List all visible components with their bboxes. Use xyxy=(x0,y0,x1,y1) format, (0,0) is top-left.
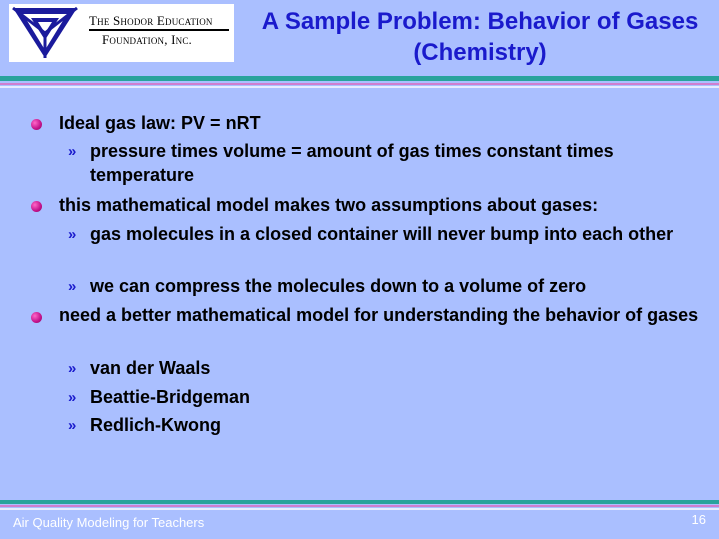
sub-bullet-marker: » xyxy=(68,226,77,243)
top-divider-teal xyxy=(0,76,719,81)
sub-bullet-item: pressure times volume = amount of gas times constant times temperature xyxy=(90,141,614,185)
shodor-logo xyxy=(9,4,234,62)
bottom-divider-teal xyxy=(0,500,719,504)
shodor-triangle-icon xyxy=(11,6,79,60)
bottom-divider-pink xyxy=(0,505,719,507)
page-number: 16 xyxy=(691,512,706,527)
logo-line-1: The Shodor Education xyxy=(89,13,213,28)
sub-bullet-marker: » xyxy=(68,389,77,406)
sub-bullet-item: Redlich-Kwong xyxy=(90,415,221,435)
slide-title: A Sample Problem: Behavior of Gases (Chemistry) xyxy=(261,8,699,66)
sub-bullet-marker: » xyxy=(68,360,77,377)
bottom-divider-light xyxy=(0,508,719,510)
logo-line-2: Foundation, Inc. xyxy=(102,32,193,47)
footer-course-title: Air Quality Modeling for Teachers xyxy=(13,515,205,530)
sub-bullet-item: van der Waals xyxy=(90,358,211,378)
top-divider-pink xyxy=(0,83,719,85)
sub-bullet-item: we can compress the molecules down to a volume of zero xyxy=(90,276,587,296)
sub-bullet-marker: » xyxy=(68,417,77,434)
sub-bullet-marker: » xyxy=(68,143,77,160)
bullet-icon xyxy=(31,201,42,212)
bullet-item-1: Ideal gas law: PV = nRT xyxy=(59,113,261,133)
sub-bullet-item: gas molecules in a closed container will never bump into each other xyxy=(90,224,674,244)
logo-divider xyxy=(89,29,229,31)
sub-bullet-item: Beattie-Bridgeman xyxy=(90,387,251,407)
sub-bullet-marker: » xyxy=(68,278,77,295)
bullet-item-2: this mathematical model makes two assumptions about gases: xyxy=(59,195,599,215)
bullet-icon xyxy=(31,119,42,130)
bullet-item-3: need a better mathematical model for understanding the behavior of gases xyxy=(59,305,699,325)
bullet-icon xyxy=(31,312,42,323)
top-divider-light xyxy=(0,86,719,88)
